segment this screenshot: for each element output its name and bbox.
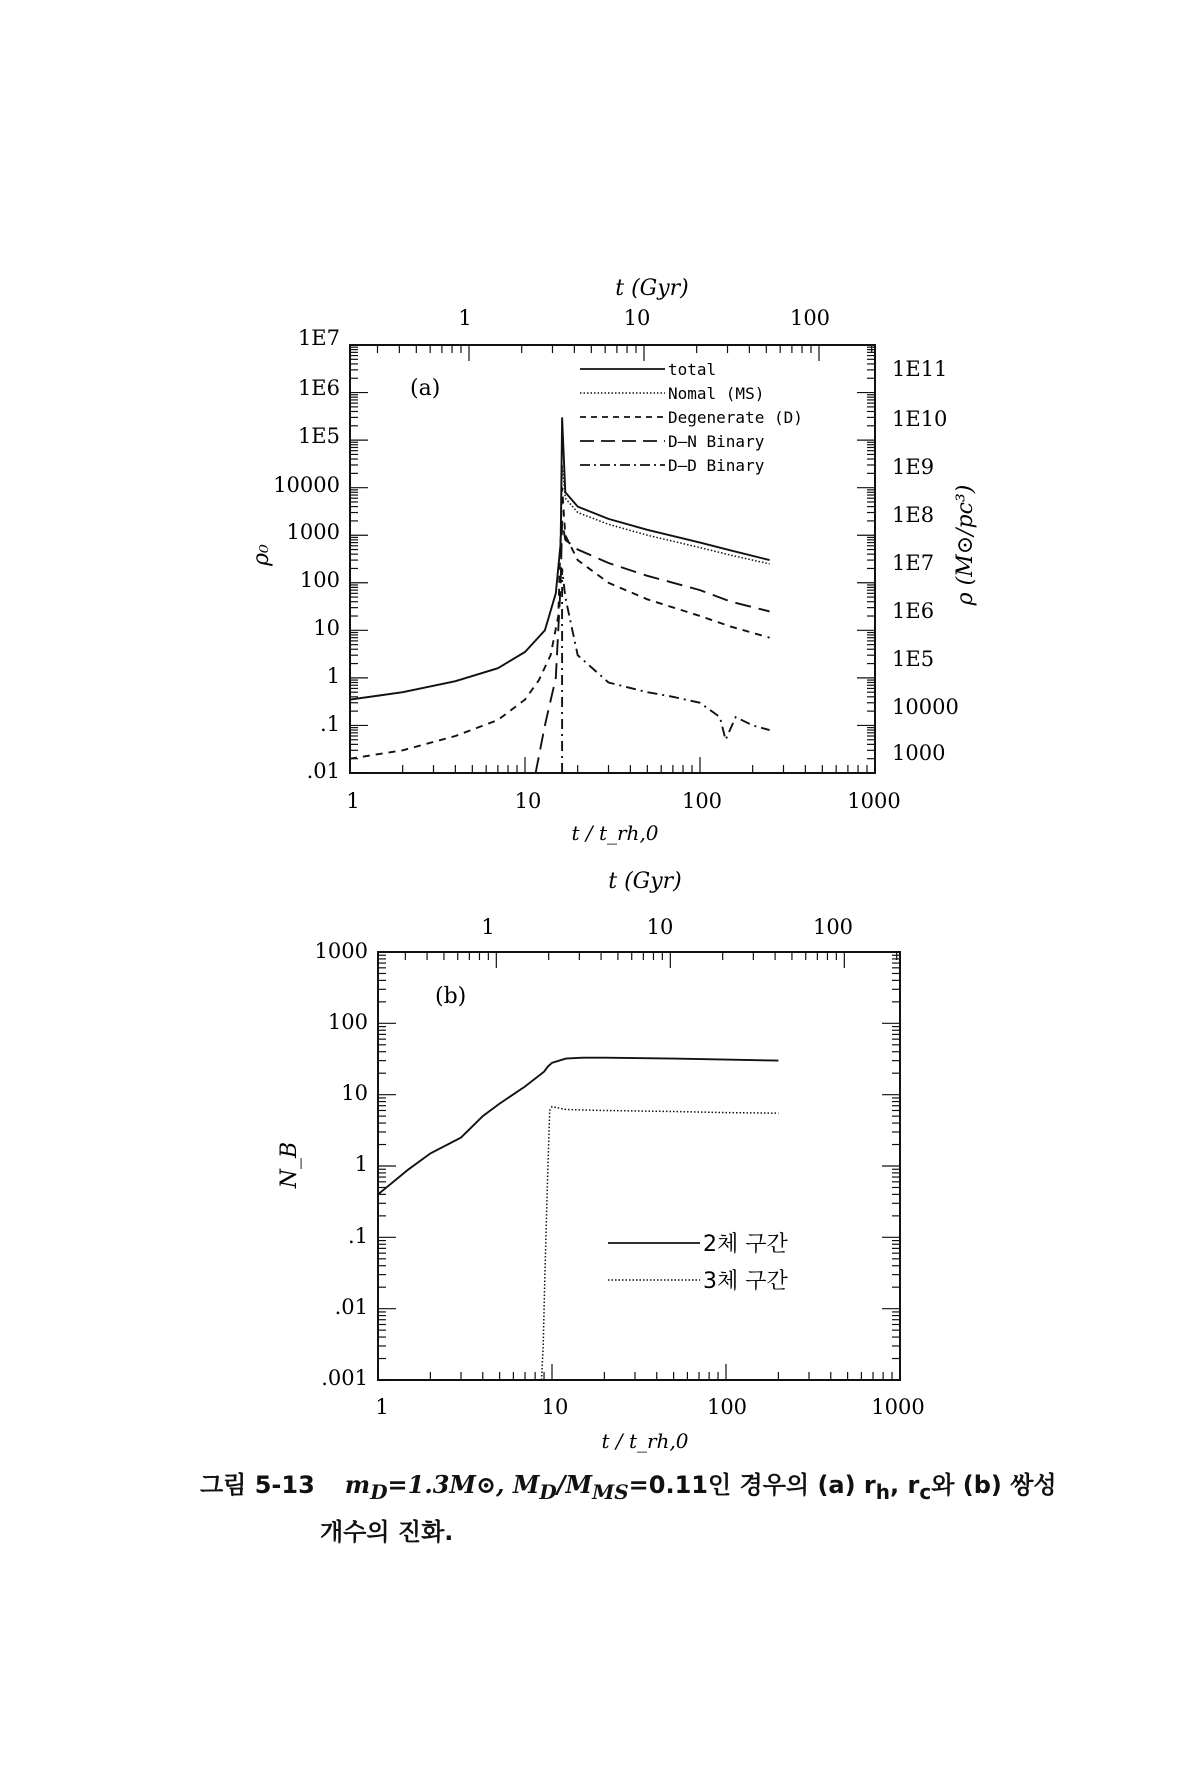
chart-a-top-axis-label: t (Gyr): [615, 276, 689, 301]
caption-line-2: 개수의 진화.: [320, 1517, 454, 1546]
chart-b-bottom-tick-100: 100: [706, 1395, 748, 1419]
caption-part: M: [512, 1470, 540, 1499]
chart-a-left-tick: 1E5: [297, 424, 340, 448]
chart-b-bottom-tick-1000: 1000: [871, 1395, 925, 1419]
caption-part: D: [370, 1479, 388, 1504]
caption-part: =1.3M⊙,: [387, 1470, 505, 1499]
caption-part: , r: [890, 1471, 920, 1499]
legend-label-dn: D–N Binary: [668, 432, 765, 451]
chart-b-legend: [608, 1232, 788, 1294]
chart-a-right-tick: 1E5: [892, 647, 935, 671]
series-line: [378, 1058, 778, 1195]
chart-b: [277, 869, 925, 1453]
legend-label-degenerate: Degenerate (D): [668, 408, 803, 427]
legend-label-ms: Nomal (MS): [668, 384, 765, 403]
chart-b-left-tick: 1000: [314, 939, 368, 963]
chart-b-series: [378, 1058, 778, 1380]
chart-b-left-tick: .001: [321, 1366, 368, 1390]
chart-b-left-tick: 10: [341, 1081, 368, 1105]
chart-a-right-tick: 1E11: [892, 357, 948, 381]
caption-part: m: [344, 1470, 371, 1499]
chart-a-right-tick: 1E6: [892, 599, 935, 623]
chart-a-right-tick: 1000: [892, 741, 946, 765]
caption-part: =0.11인 경우의 (a) r: [628, 1471, 876, 1499]
figure-caption: [200, 1465, 1100, 1552]
chart-a-left-tick: 1: [326, 664, 340, 688]
chart-b-top-tick-1: 1: [481, 915, 495, 939]
chart-a-bottom-tick-1000: 1000: [847, 789, 901, 813]
chart-b-left-tick: .01: [334, 1295, 368, 1319]
chart-b-bottom-tick-10: 10: [541, 1395, 569, 1419]
chart-b-bottom-axis-label: t / t_rh,0: [601, 1429, 689, 1453]
chart-a-left-tick: 10000: [273, 473, 340, 497]
chart-b-top-axis-label: t (Gyr): [608, 869, 682, 894]
series-line: [562, 569, 770, 774]
chart-a-bottom-axis-label: t / t_rh,0: [571, 821, 659, 845]
chart-a-left-tick: .1: [319, 712, 340, 736]
chart-a-left-tick: 1E7: [297, 326, 340, 350]
chart-a-right-tick: 10000: [892, 695, 959, 719]
series-line: [536, 521, 770, 773]
chart-a-bottom-tick-1: 1: [346, 789, 360, 813]
chart-b-panel-label: (b): [435, 984, 467, 1009]
caption-part: MS: [592, 1479, 629, 1504]
chart-a-panel-label: (a): [410, 376, 441, 401]
chart-a-right-tick: 1E9: [892, 455, 935, 479]
legend-label-total: total: [668, 360, 717, 379]
caption-part: /M: [556, 1470, 593, 1499]
chart-a: [249, 276, 978, 845]
chart-b-top-tick-100: 100: [812, 915, 854, 939]
chart-a-right-tick: 1E7: [892, 551, 935, 575]
caption-part: D: [539, 1479, 557, 1504]
caption-part: c: [919, 1479, 932, 1504]
chart-b-frame: [378, 952, 900, 1380]
chart-a-right-axis-label: ρ (M⊙/pc³): [953, 484, 978, 606]
legend-label-dd: D–D Binary: [668, 456, 765, 475]
chart-a-left-tick: 10: [313, 616, 340, 640]
chart-a-top-tick-1: 1: [458, 306, 472, 330]
chart-a-right-tick: 1E8: [892, 503, 935, 527]
chart-a-top-tick-100: 100: [789, 306, 831, 330]
chart-a-left-tick: .01: [306, 759, 340, 783]
caption-part: h: [875, 1479, 891, 1504]
chart-a-left-tick: 1000: [286, 520, 340, 544]
caption-figure-number: 그림 5-13: [200, 1471, 315, 1499]
chart-b-top-tick-10: 10: [646, 915, 674, 939]
legend-label-three-body: 3체 구간: [703, 1269, 788, 1294]
series-line: [350, 488, 770, 759]
chart-a-bottom-tick-100: 100: [681, 789, 723, 813]
caption-line-1: [200, 1465, 1100, 1512]
chart-b-bottom-tick-1: 1: [375, 1395, 389, 1419]
chart-b-ticks: [378, 952, 900, 1380]
chart-a-left-axis-label: ρ₀: [249, 544, 274, 566]
caption-part: 와 (b) 쌍성: [931, 1471, 1057, 1499]
legend-label-two-body: 2체 구간: [703, 1232, 788, 1257]
caption-text: [344, 1470, 629, 1504]
chart-a-right-tick: 1E10: [892, 407, 948, 431]
chart-a-top-tick-10: 10: [623, 306, 651, 330]
chart-b-left-tick: .1: [347, 1224, 368, 1248]
chart-a-left-tick: 100: [299, 568, 340, 592]
chart-b-left-tick: 100: [327, 1010, 368, 1034]
chart-a-bottom-tick-10: 10: [514, 789, 542, 813]
chart-a-left-tick: 1E6: [297, 376, 340, 400]
chart-a-legend: [580, 360, 803, 475]
chart-b-left-tick: 1: [354, 1152, 368, 1176]
chart-b-left-axis-label: N_B: [277, 1141, 302, 1189]
